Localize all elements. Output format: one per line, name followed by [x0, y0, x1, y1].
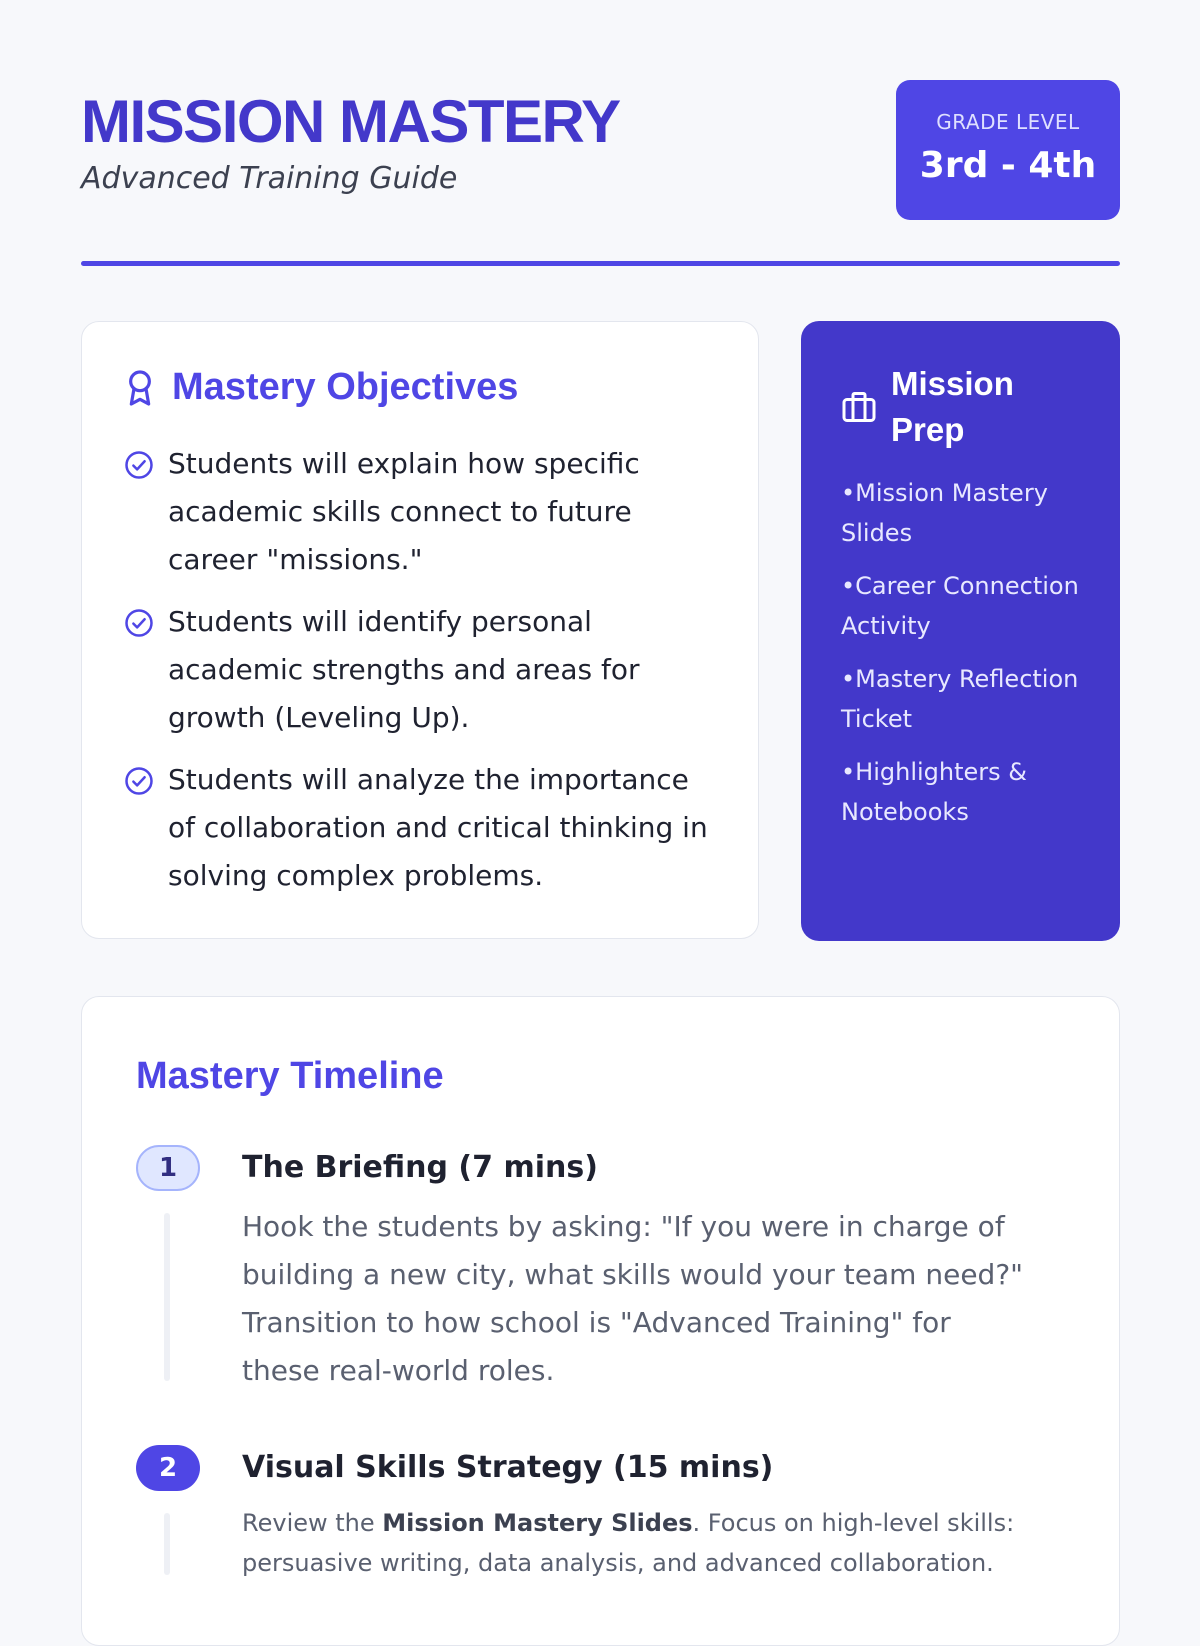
objective-text: Students will analyze the importance of collaboration and critical thinking in solving complex problems. [168, 763, 708, 892]
briefcase-icon [841, 389, 877, 425]
objectives-heading [124, 366, 518, 409]
check-circle-icon [124, 608, 154, 638]
step-description [242, 1503, 1032, 1583]
timeline-connector [164, 1213, 170, 1381]
step-description: Hook the students by asking: "If you were in charge of building a new city, what skills would your team need?" Transition to how school is "Advanced Training" for these real-world roles. [242, 1210, 1024, 1387]
prep-item: • Mastery Reflection Ticket [841, 659, 1091, 739]
objective-item [122, 440, 722, 584]
mastery-objectives-card [81, 321, 759, 939]
objective-text: Students will identify personal academic strengths and areas for growth (Leveling Up). [168, 605, 640, 734]
prep-heading [841, 361, 1041, 453]
header-divider [81, 261, 1120, 266]
mission-prep-card [801, 321, 1120, 941]
prep-item: • Mission Mastery Slides [841, 473, 1091, 553]
objective-text: Students will explain how specific academic skills connect to future career "missions." [168, 447, 640, 576]
step-title: The Briefing (7 mins) [242, 1150, 598, 1185]
grade-level-label: GRADE LEVEL [936, 110, 1080, 134]
grade-level-badge [896, 80, 1120, 220]
step-number-badge: 1 [136, 1145, 200, 1191]
check-circle-icon [124, 766, 154, 796]
objective-item [122, 756, 722, 900]
award-ribbon-icon [124, 368, 156, 408]
objectives-list [122, 440, 722, 914]
step-description-emphasis: Mission Mastery Slides [382, 1509, 693, 1537]
prep-item: • Career Connection Activity [841, 566, 1091, 646]
objective-item [122, 598, 722, 742]
page-header [81, 80, 1120, 230]
page-title: MISSION MASTERY [81, 88, 620, 155]
step-description-text: . Focus on high-level skills: persuasive writing, data analysis, and advanced collaboration. [242, 1509, 1015, 1577]
mastery-timeline-card [81, 996, 1120, 1646]
grade-level-value: 3rd - 4th [919, 145, 1097, 186]
prep-materials-list [841, 473, 1091, 845]
prep-item: • Highlighters & Notebooks [841, 752, 1091, 832]
step-description-text: Review the [242, 1509, 383, 1537]
objectives-title: Mastery Objectives [172, 366, 519, 408]
step-title: Visual Skills Strategy (15 mins) [242, 1450, 774, 1485]
timeline-connector [164, 1513, 170, 1575]
prep-title: Mission Prep [891, 365, 1014, 448]
page-subtitle: Advanced Training Guide [81, 161, 458, 196]
check-circle-icon [124, 450, 154, 480]
step-number-badge: 2 [136, 1445, 200, 1491]
timeline-title: Mastery Timeline [136, 1055, 444, 1097]
